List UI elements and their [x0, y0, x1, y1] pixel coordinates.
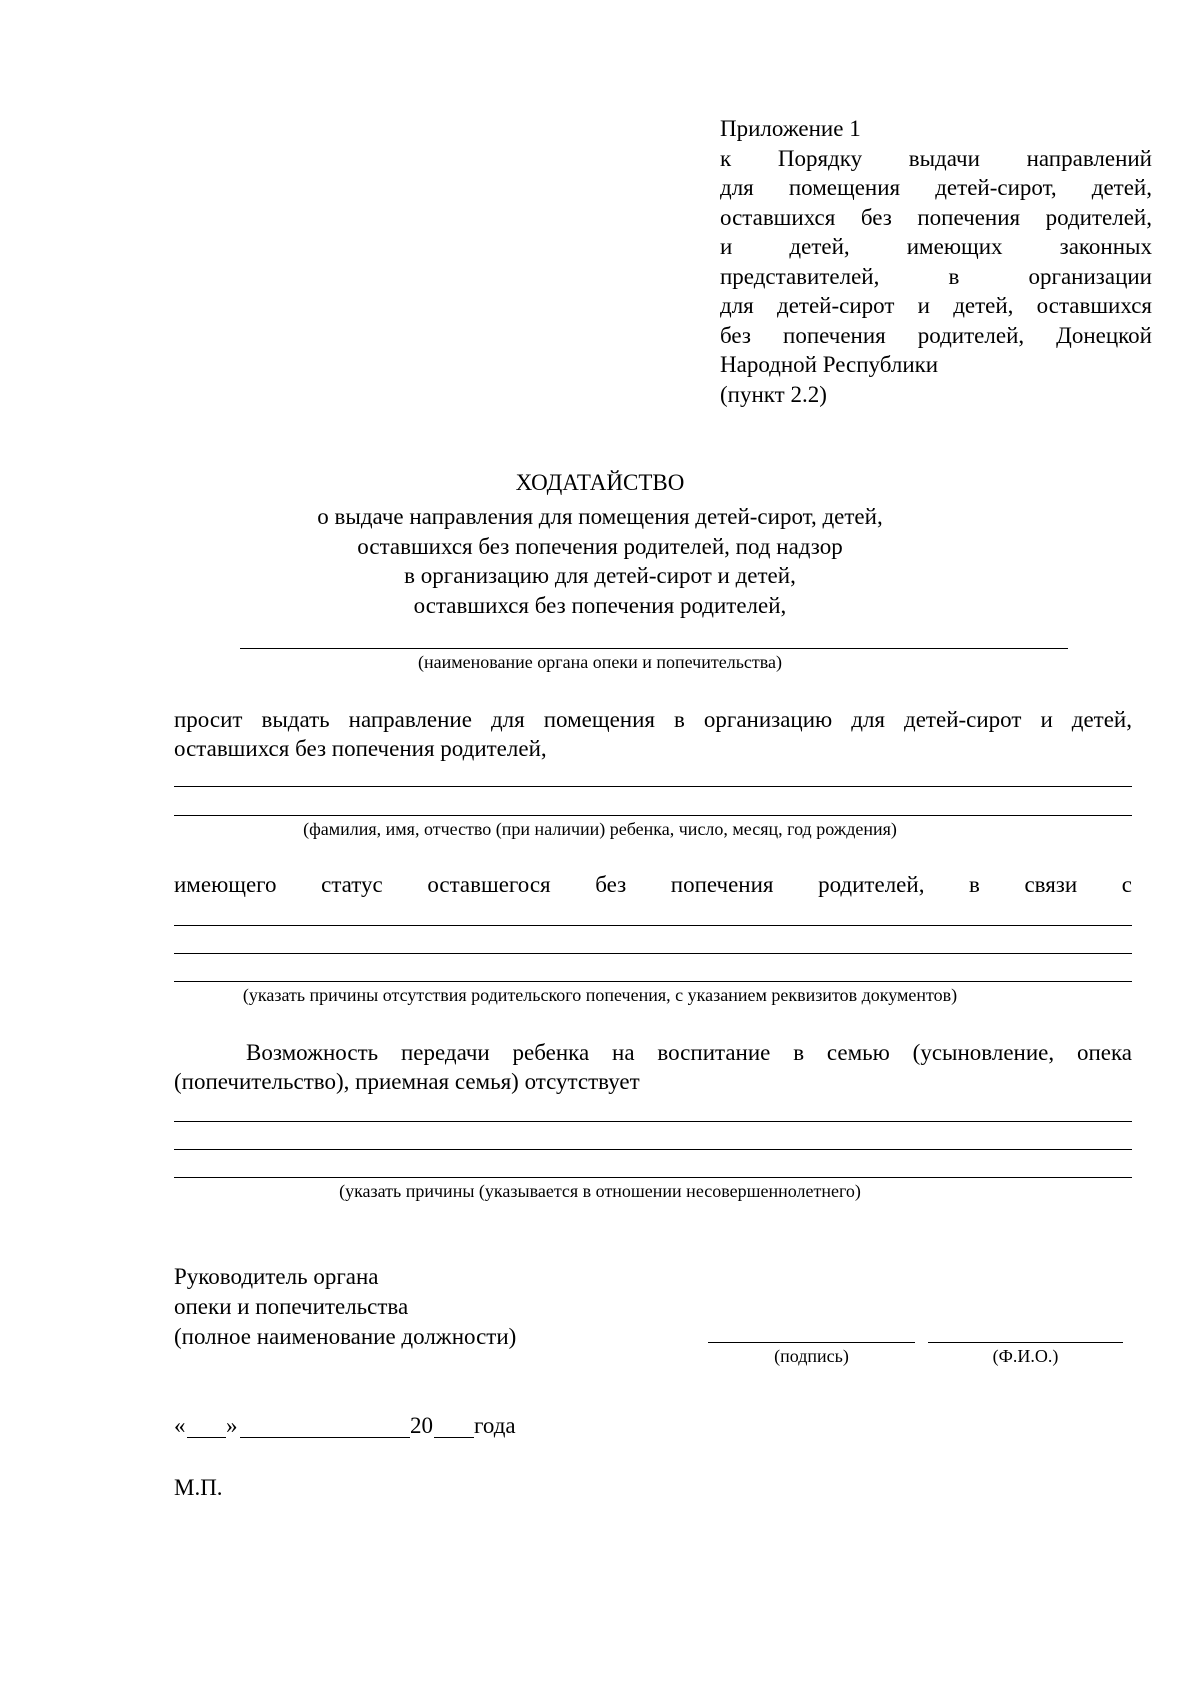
fio-caption: (Ф.И.О.)	[992, 1346, 1059, 1366]
month-fill-line[interactable]	[240, 1437, 410, 1438]
appendix-line: для детей-сирот и детей, оставшихся	[720, 293, 1152, 318]
appendix-line: для помещения детей-сирот, детей,	[720, 175, 1152, 200]
fio-fill-line[interactable]	[928, 1342, 1123, 1343]
document-subtitle	[0, 502, 1200, 620]
signer-title-line-2: опеки и попечительства	[174, 1294, 409, 1319]
child-fill-line[interactable]	[174, 815, 1132, 816]
reasons-docs-caption: (указать причины отсутствия родительского попечения, с указанием реквизитов документов)	[242, 985, 958, 1005]
year-fill-line[interactable]	[434, 1437, 474, 1438]
appendix-line: оставшихся без попечения родителей,	[720, 204, 1152, 230]
subtitle-line: оставшихся без попечения родителей, под надзор	[357, 533, 843, 559]
request-line-1: просит выдать направление для помещения в организацию для детей-сирот и детей,	[174, 707, 1132, 732]
reason-fill-line[interactable]	[174, 925, 1132, 926]
possibility-fill-line[interactable]	[174, 1177, 1132, 1178]
possibility-fill-line[interactable]	[174, 1121, 1132, 1122]
year-prefix: 20	[410, 1413, 433, 1438]
request-line-2: оставшихся без попечения родителей,	[174, 736, 547, 761]
reason-fill-line[interactable]	[174, 953, 1132, 954]
appendix-line: Народной Республики	[720, 352, 939, 377]
signer-title-line-1: Руководитель органа	[174, 1264, 379, 1289]
appendix-line: Приложение 1	[720, 116, 861, 141]
date-open-quote: «	[174, 1413, 186, 1438]
subtitle-line: о выдаче направления для помещения детей-сирот, детей,	[317, 504, 883, 529]
day-fill-line[interactable]	[187, 1437, 226, 1438]
subtitle-line: оставшихся без попечения родителей,	[413, 592, 787, 618]
child-caption: (фамилия, имя, отчество (при наличии) ребенка, число, месяц, год рождения)	[303, 819, 897, 839]
signer-title-line-3: (полное наименование должности)	[174, 1324, 517, 1349]
child-fill-line[interactable]	[174, 786, 1132, 787]
appendix-block	[720, 114, 1152, 409]
year-suffix: года	[474, 1413, 516, 1438]
stamp-label: М.П.	[174, 1475, 223, 1500]
date-close-quote: »	[226, 1413, 238, 1438]
appendix-line: и детей, имеющих законных	[720, 234, 1152, 259]
subtitle-line: в организацию для детей-сирот и детей,	[404, 563, 796, 588]
signature-fill-line[interactable]	[708, 1342, 915, 1343]
reason-fill-line[interactable]	[174, 981, 1132, 982]
status-line: имеющего статус оставшегося без попечения родителей, в связи с	[174, 872, 1132, 897]
reasons-minor-caption: (указать причины (указывается в отношении несовершеннолетнего)	[339, 1181, 861, 1201]
possibility-line-2: (попечительство), приемная семья) отсутствует	[174, 1069, 640, 1094]
document-title: ХОДАТАЙСТВО	[515, 470, 685, 495]
possibility-fill-line[interactable]	[174, 1149, 1132, 1150]
date-line	[174, 1411, 674, 1443]
appendix-line: (пункт 2.2)	[720, 381, 827, 407]
signature-caption: (подпись)	[774, 1346, 849, 1366]
appendix-line: без попечения родителей, Донецкой	[720, 322, 1152, 348]
possibility-line-1: Возможность передачи ребенка на воспитание в семью (усыновление, опека	[246, 1040, 1132, 1065]
authority-caption: (наименование органа опеки и попечительства)	[417, 652, 783, 672]
authority-fill-line[interactable]	[240, 648, 1068, 649]
appendix-line: представителей, в организации	[720, 263, 1152, 289]
appendix-line: к Порядку выдачи направлений	[720, 145, 1152, 171]
